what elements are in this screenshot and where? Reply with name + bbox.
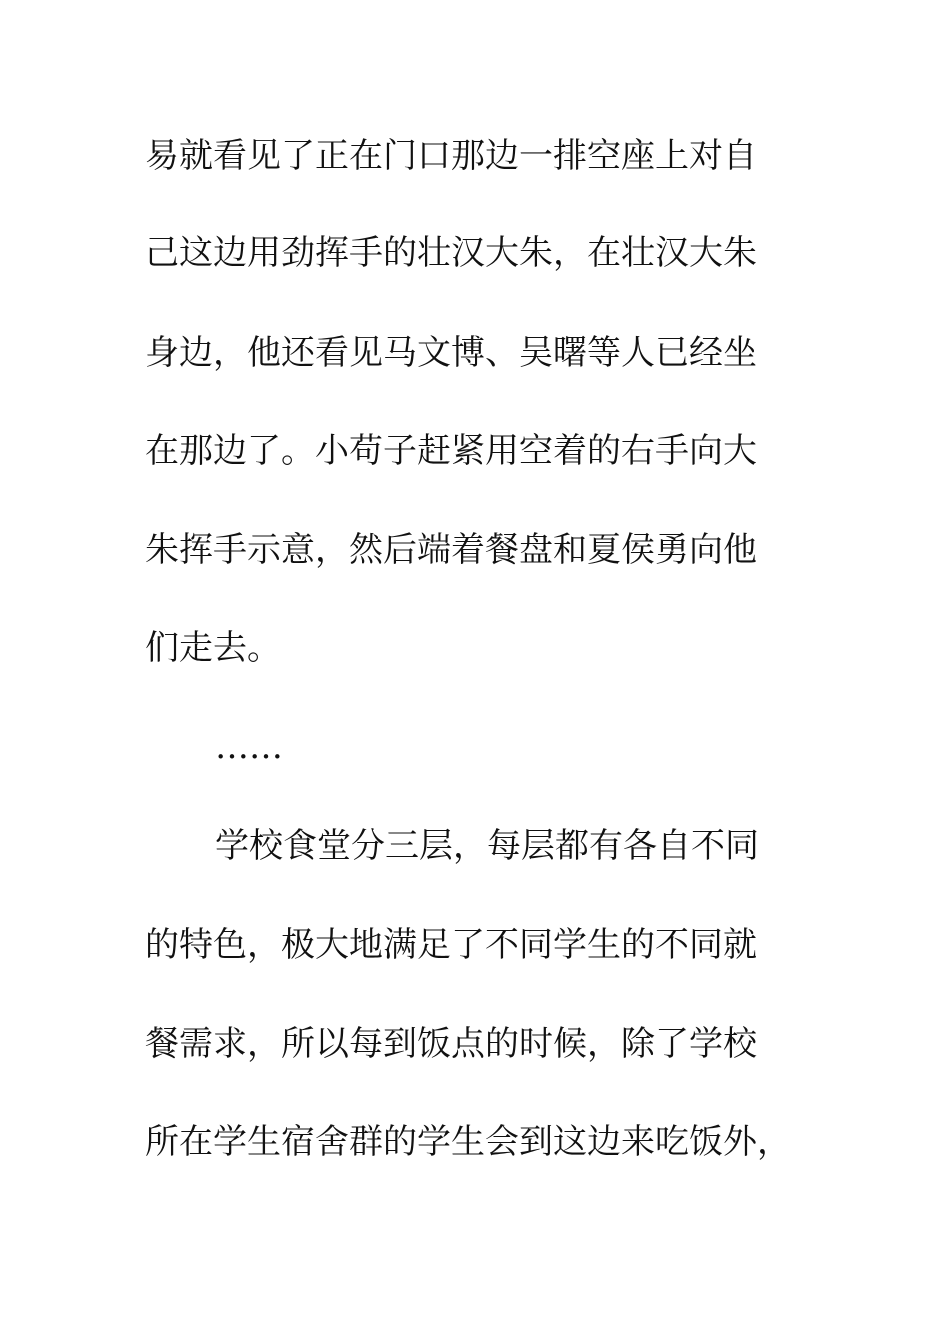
text-line: 的特色，极大地满足了不同学生的不同就 [145, 925, 757, 965]
text-line: 身边，他还看见马文博、吴曙等人已经坐 [145, 333, 757, 373]
text-line: 餐需求，所以每到饭点的时候，除了学校 [145, 1024, 757, 1064]
text-line: 们走去。 [145, 628, 281, 668]
text-line: 所在学生宿舍群的学生会到这边来吃饭外， [145, 1122, 791, 1162]
text-line: 在那边了。小苟子赶紧用空着的右手向大 [145, 431, 757, 471]
section-break-ellipsis: …… [215, 727, 283, 767]
text-line: 易就看见了正在门口那边一排空座上对自 [145, 136, 757, 176]
text-line: 朱挥手示意，然后端着餐盘和夏侯勇向他 [145, 530, 757, 570]
text-line: 己这边用劲挥手的壮汉大朱，在壮汉大朱 [145, 233, 757, 273]
paragraph-first-line: 学校食堂分三层，每层都有各自不同 [215, 826, 759, 866]
